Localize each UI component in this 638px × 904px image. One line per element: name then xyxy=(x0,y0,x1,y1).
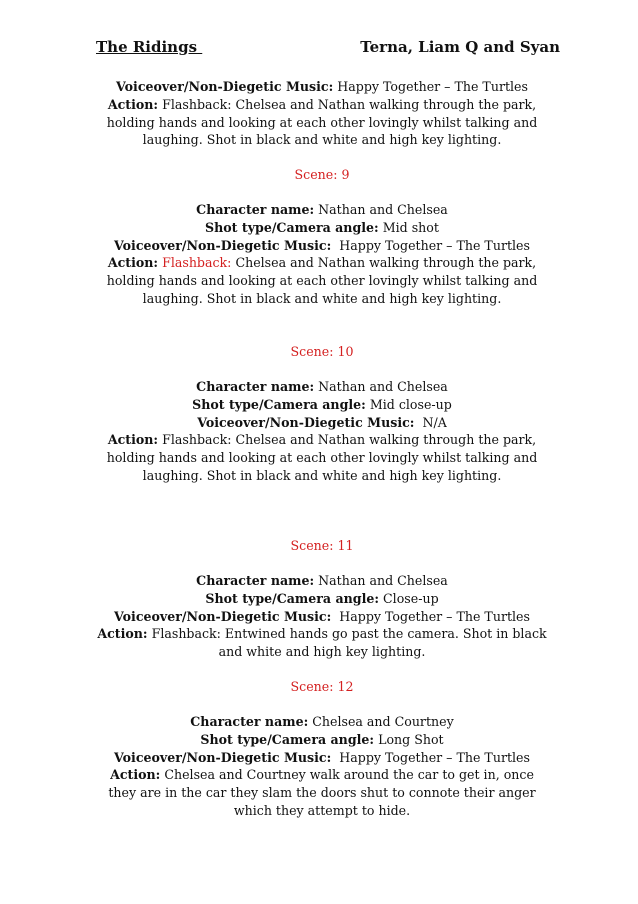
scene-title: Scene: 9 xyxy=(294,167,350,182)
action-line-2: holding hands and looking at each other lovingly whilst talking and xyxy=(106,450,538,466)
shot-line: Shot type/Camera angle: Close-up xyxy=(205,590,439,606)
action-line-2: they are in the car they slam the doors shut to connote their anger xyxy=(108,785,536,801)
scene-10-details xyxy=(92,378,552,485)
scene-11 xyxy=(92,537,552,555)
action-line: Action: Flashback: Chelsea and Nathan walking through the park, xyxy=(107,432,537,448)
shot-line: Shot type/Camera angle: Long Shot xyxy=(200,731,444,747)
shot-line: Shot type/Camera angle: Mid shot xyxy=(205,219,439,235)
action-line: Action: Chelsea and Courtney walk around the car to get in, once xyxy=(110,767,534,783)
scene-title: Scene: 11 xyxy=(290,538,354,553)
scene-title: Scene: 10 xyxy=(290,344,354,359)
flashback-highlight: Flashback: xyxy=(162,255,232,271)
scene-title: Scene: 12 xyxy=(290,679,354,694)
voiceover-line: Voiceover/Non-Diegetic Music: N/A xyxy=(197,414,447,430)
scene-11-details xyxy=(92,572,552,661)
action-line: Action: Flashback: Chelsea and Nathan walking through the park, xyxy=(107,255,537,271)
action-line: Action: Flashback: Entwined hands go past the camera. Shot in black xyxy=(97,626,547,642)
scene-12-details xyxy=(92,713,552,820)
action-line-2: and white and high key lighting. xyxy=(218,644,426,660)
character-line: Character name: Nathan and Chelsea xyxy=(196,202,448,217)
character-line: Character name: Nathan and Chelsea xyxy=(196,573,448,588)
voiceover-line: Voiceover/Non-Diegetic Music: Happy Together – The Turtles xyxy=(114,749,530,765)
authors: Terna, Liam Q and Syan xyxy=(360,38,560,56)
action-line-3: laughing. Shot in black and white and high key lighting. xyxy=(142,132,502,148)
voiceover-line: Voiceover/Non-Diegetic Music: Happy Together – The Turtles xyxy=(114,608,530,624)
action-line-3: laughing. Shot in black and white and high key lighting. xyxy=(142,290,502,306)
action-line-2: holding hands and looking at each other lovingly whilst talking and xyxy=(106,114,538,130)
intro-block xyxy=(92,78,552,149)
voiceover-line: Voiceover/Non-Diegetic Music: Happy Together – The Turtles xyxy=(116,79,528,94)
action-line: Action: Flashback: Chelsea and Nathan walking through the park, xyxy=(107,96,537,112)
scene-9-details xyxy=(92,201,552,308)
shot-line: Shot type/Camera angle: Mid close-up xyxy=(192,396,452,412)
character-line: Character name: Nathan and Chelsea xyxy=(196,379,448,394)
action-line-3: which they attempt to hide. xyxy=(233,802,411,818)
scene-10 xyxy=(92,343,552,361)
document-title: The Ridings xyxy=(96,38,203,56)
voiceover-line: Voiceover/Non-Diegetic Music: Happy Together – The Turtles xyxy=(114,237,530,253)
character-line: Character name: Chelsea and Courtney xyxy=(190,714,454,729)
action-line-3: laughing. Shot in black and white and high key lighting. xyxy=(142,467,502,483)
page-header xyxy=(96,38,560,60)
action-line-2: holding hands and looking at each other lovingly whilst talking and xyxy=(106,273,538,289)
scene-9 xyxy=(92,166,552,184)
scene-12 xyxy=(92,678,552,696)
